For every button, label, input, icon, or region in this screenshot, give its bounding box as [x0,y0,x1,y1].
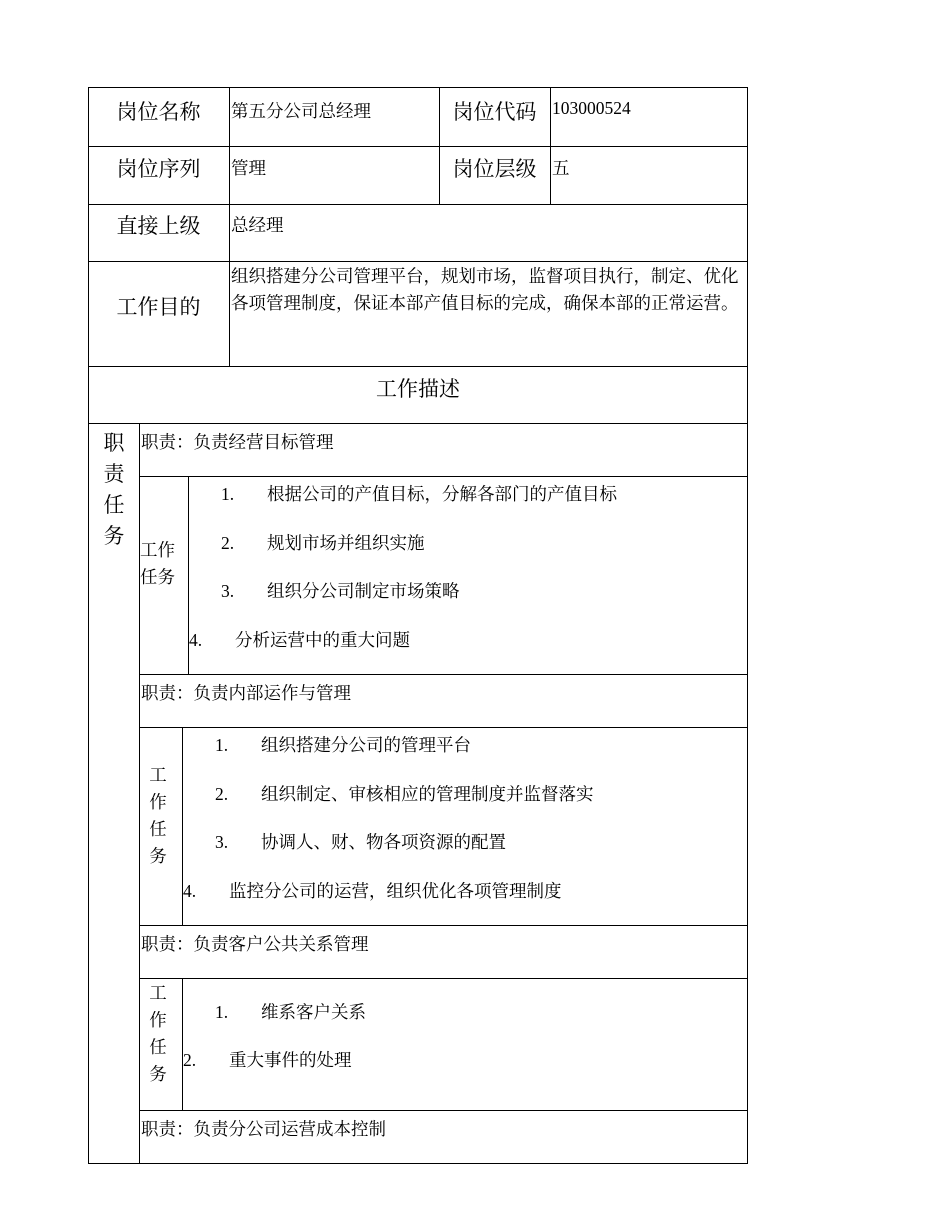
purpose-text: 组织搭建分公司管理平台，规划市场，监督项目执行，制定、优化各项管理制度，保证本部产值目标的完成，确保本部的正常运营。 [231,266,739,313]
task-item: 1. 根据公司的产值目标，分解各部门的产值目标 [221,484,617,504]
position-name-label: 岗位名称 [116,100,201,124]
position-code-value: 103000524 [552,98,631,118]
duty-title: 职责：负责分公司运营成本控制 [141,1119,386,1139]
task-label: 工作任务 [140,540,175,587]
purpose-label: 工作目的 [116,295,201,319]
duty-title: 职责：负责经营目标管理 [141,432,334,452]
superior-value: 总经理 [231,215,284,235]
task-item: 2. 规划市场并组织实施 [221,533,425,553]
position-name-value: 第五分公司总经理 [231,101,371,121]
task-label: 工作任务 [149,765,167,866]
task-item: 4. 分析运营中的重大问题 [189,630,410,650]
task-item: 3. 协调人、财、物各项资源的配置 [215,832,506,852]
work-description-title: 工作描述 [376,377,460,401]
duty-title: 职责：负责客户公共关系管理 [141,934,369,954]
duty-title: 职责：负责内部运作与管理 [141,683,351,703]
sequence-label: 岗位序列 [116,157,201,181]
task-item: 3. 组织分公司制定市场策略 [221,581,460,601]
task-item: 4. 监控分公司的运营，组织优化各项管理制度 [183,881,562,901]
level-value: 五 [552,158,570,178]
level-label: 岗位层级 [452,157,537,181]
task-item: 1. 组织搭建分公司的管理平台 [215,735,471,755]
task-item: 2. 重大事件的处理 [183,1050,352,1070]
duties-tasks-label: 职责任务 [103,431,125,548]
task-item: 2. 组织制定、审核相应的管理制度并监督落实 [215,784,594,804]
position-code-label: 岗位代码 [452,100,537,124]
superior-label: 直接上级 [116,214,201,238]
task-item: 1. 维系客户关系 [215,1002,366,1022]
task-label: 工作任务 [149,983,167,1084]
sequence-value: 管理 [231,158,266,178]
